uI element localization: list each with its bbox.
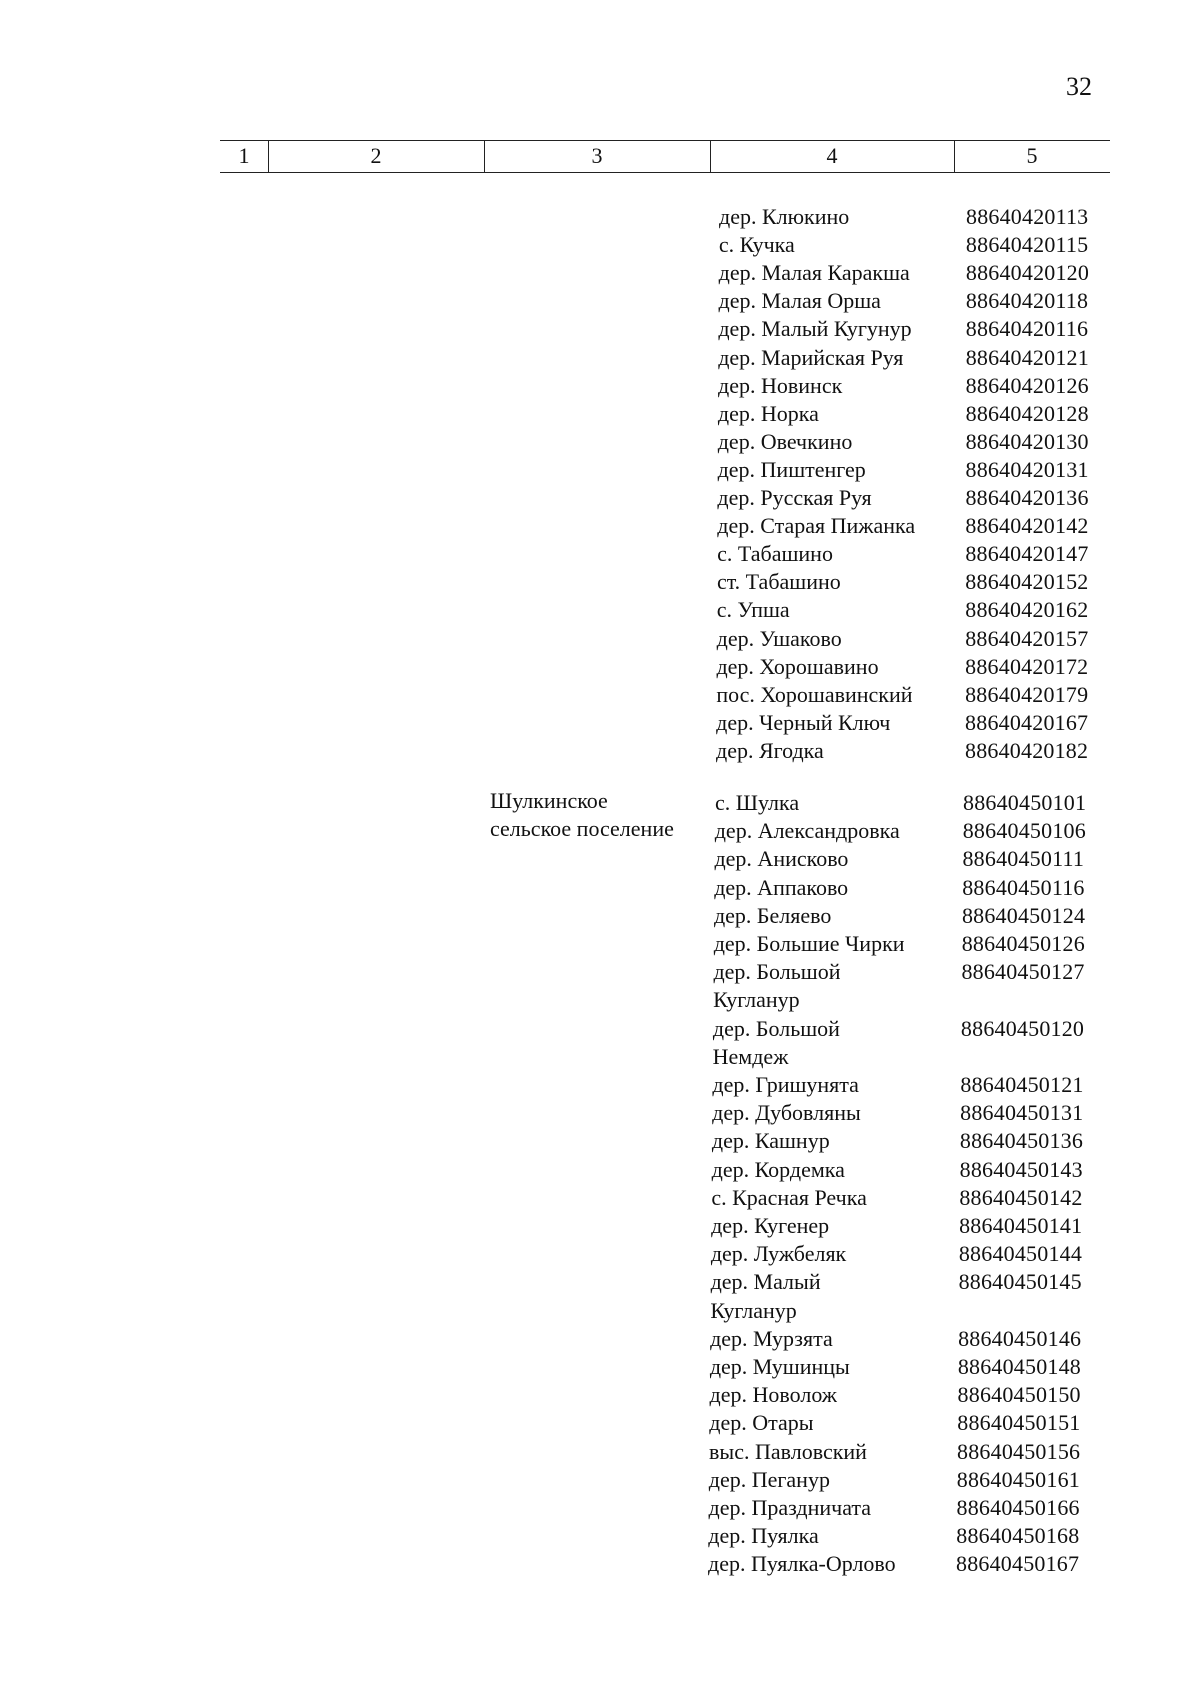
oktmo-code: 88640420128	[965, 400, 1089, 426]
locality-name: пос. Хорошавинский	[716, 681, 913, 707]
table-row	[715, 789, 1103, 817]
locality-name: дер. Малый	[710, 1269, 821, 1295]
oktmo-code: 88640450126	[961, 931, 1085, 956]
locality-name: дер. Кугенер	[711, 1213, 830, 1238]
oktmo-code: 88640420182	[965, 737, 1089, 763]
table-row	[719, 287, 1106, 315]
oktmo-code: 88640450141	[959, 1213, 1083, 1238]
page-number: 32	[1066, 72, 1092, 101]
table-row	[712, 1127, 1100, 1155]
oktmo-code: 88640450148	[957, 1354, 1082, 1379]
oktmo-code: 88640420130	[965, 428, 1089, 454]
oktmo-code: 88640450116	[962, 874, 1085, 900]
oktmo-code: 88640420172	[965, 653, 1089, 679]
locality-name: дер. Александровка	[714, 818, 900, 844]
locality-name: дер. Малая Каракша	[718, 260, 910, 286]
locality-name: дер. Праздничата	[708, 1495, 872, 1520]
table-row	[716, 653, 1105, 681]
table-row	[717, 625, 1106, 653]
oktmo-code: 88640450127	[961, 959, 1085, 985]
header-cell-3: 3	[591, 143, 603, 168]
table-row	[709, 1466, 1097, 1494]
header-cell-2: 2	[370, 143, 382, 168]
table-row	[717, 512, 1105, 540]
oktmo-code: 88640450151	[957, 1410, 1081, 1436]
table-row	[719, 259, 1106, 287]
oktmo-code: 88640450144	[958, 1241, 1083, 1267]
table-row	[710, 1353, 1098, 1381]
table-row	[715, 817, 1103, 845]
header-top-border	[220, 140, 1110, 141]
locality-name: дер. Большой	[712, 1015, 840, 1041]
locality-name: дер. Пуялка	[708, 1523, 819, 1549]
oktmo-code: 88640450136	[959, 1128, 1084, 1154]
table-row	[709, 1494, 1097, 1522]
table-row	[711, 1240, 1099, 1268]
locality-name: дер. Хорошавино	[716, 653, 879, 679]
settlement-name-line: Шулкинское	[490, 788, 608, 813]
oktmo-code: 88640450161	[956, 1466, 1080, 1492]
oktmo-code: 88640450142	[959, 1184, 1083, 1210]
table-row	[710, 1297, 1098, 1325]
table-row	[716, 709, 1105, 737]
oktmo-code: 88640420147	[965, 541, 1089, 567]
table-row	[711, 1268, 1099, 1296]
table-row	[712, 1071, 1100, 1099]
table-row	[718, 315, 1105, 343]
locality-name: дер. Малый Кугунур	[718, 316, 912, 342]
locality-name: дер. Кашнур	[711, 1128, 830, 1154]
locality-name: с. Упша	[716, 597, 790, 623]
oktmo-code: 88640420131	[965, 456, 1089, 482]
oktmo-code: 88640420120	[965, 260, 1090, 286]
table-row	[711, 1184, 1099, 1212]
oktmo-code: 88640420179	[965, 681, 1089, 707]
oktmo-code: 88640420167	[965, 709, 1089, 735]
locality-name: дер. Пуялка-Орлово	[708, 1551, 896, 1577]
table-row	[708, 1550, 1096, 1578]
table-row	[713, 958, 1101, 986]
oktmo-code: 88640450121	[960, 1072, 1084, 1097]
locality-name: дер. Беляево	[713, 902, 832, 928]
header-bottom-border	[220, 172, 1110, 173]
locality-name: с. Красная Речка	[711, 1184, 867, 1210]
oktmo-code: 88640420136	[965, 485, 1089, 510]
locality-name: дер. Черный Ключ	[716, 709, 891, 735]
locality-name: дер. Пеганур	[708, 1466, 830, 1492]
locality-name: дер. Лужбеляк	[710, 1241, 847, 1267]
locality-name: с. Табашино	[717, 541, 833, 567]
table-row	[717, 596, 1105, 624]
table-row	[713, 986, 1101, 1014]
oktmo-code: 88640420118	[965, 288, 1089, 314]
oktmo-code: 88640450101	[963, 790, 1087, 815]
locality-name: дер. Старая Пижанка	[717, 513, 916, 539]
table-row	[710, 1325, 1098, 1353]
table-header-row	[220, 140, 1110, 173]
table-row	[717, 568, 1105, 596]
locality-name: дер. Мурзята	[710, 1325, 833, 1351]
table-row	[712, 1099, 1100, 1127]
locality-name: дер. Овечкино	[717, 428, 853, 454]
locality-name: дер. Новинск	[718, 372, 843, 398]
locality-name: дер. Дубовляны	[712, 1100, 861, 1126]
oktmo-code: 88640450166	[956, 1495, 1080, 1520]
table-row	[718, 344, 1106, 372]
table-row	[718, 428, 1106, 456]
settlement-name-line: сельское поселение	[490, 816, 674, 841]
locality-name: дер. Русская Руя	[717, 485, 872, 510]
oktmo-code: 88640420162	[965, 597, 1089, 623]
locality-name: дер. Аппаково	[714, 874, 849, 900]
locality-name: Немдеж	[712, 1043, 789, 1069]
table-row	[713, 1015, 1101, 1043]
locality-name: выс. Павловский	[709, 1438, 867, 1464]
table-row	[716, 681, 1105, 709]
table-row	[709, 1409, 1097, 1437]
table-row	[714, 874, 1102, 902]
locality-name: дер. Пиштенгер	[717, 456, 866, 482]
oktmo-code: 88640420152	[965, 569, 1089, 595]
oktmo-code: 88640450150	[957, 1382, 1081, 1408]
table-row	[711, 1212, 1099, 1240]
locality-name: дер. Большой	[713, 959, 841, 985]
oktmo-code: 88640420116	[965, 316, 1089, 342]
header-cell-5: 5	[1026, 143, 1038, 168]
oktmo-code: 88640420157	[965, 625, 1089, 651]
table-row	[710, 1381, 1098, 1409]
table-row	[713, 1043, 1101, 1071]
locality-name: дер. Марийская Руя	[718, 344, 904, 370]
oktmo-code: 88640420142	[965, 513, 1089, 539]
locality-name: дер. Новолож	[709, 1382, 837, 1408]
table-row	[709, 1438, 1097, 1466]
table-row	[716, 737, 1105, 765]
header-cell-4: 4	[826, 143, 838, 168]
oktmo-code: 88640420121	[965, 344, 1089, 370]
oktmo-code: 88640450145	[958, 1269, 1082, 1295]
oktmo-code: 88640450106	[962, 818, 1086, 844]
locality-name: Кугланур	[713, 987, 800, 1013]
table-row	[712, 1156, 1100, 1184]
locality-name: с. Кучка	[718, 232, 795, 258]
oktmo-code: 88640450111	[962, 846, 1085, 872]
locality-name: дер. Большие Чирки	[713, 931, 905, 956]
table-row	[708, 1522, 1096, 1550]
locality-name: дер. Ягодка	[716, 737, 824, 763]
locality-name: дер. Кордемка	[711, 1156, 845, 1182]
locality-name: дер. Норка	[717, 400, 819, 426]
locality-name: с. Шулка	[715, 790, 800, 815]
table-row	[719, 203, 1106, 231]
oktmo-code: 88640450143	[959, 1156, 1083, 1182]
locality-name: Кугланур	[710, 1297, 797, 1323]
oktmo-code: 88640450156	[957, 1438, 1081, 1464]
locality-name: дер. Клюкино	[719, 204, 850, 229]
table-row	[717, 484, 1105, 512]
oktmo-code: 88640450146	[958, 1325, 1082, 1351]
table-row	[714, 902, 1102, 930]
locality-name: дер. Анисково	[714, 846, 849, 872]
locality-name: дер. Малая Орша	[718, 288, 881, 314]
locality-name: ст. Табашино	[716, 569, 841, 595]
oktmo-code: 88640420113	[966, 204, 1089, 229]
table-row	[719, 231, 1106, 259]
oktmo-code: 88640450120	[960, 1015, 1085, 1041]
oktmo-code: 88640450168	[956, 1523, 1080, 1549]
locality-name: дер. Мушинцы	[709, 1354, 850, 1379]
oktmo-code: 88640420115	[965, 232, 1089, 258]
settlement-name	[490, 787, 700, 843]
table-row	[714, 930, 1102, 958]
oktmo-code: 88640450167	[956, 1551, 1080, 1577]
oktmo-code: 88640450124	[961, 902, 1086, 928]
oktmo-code: 88640420126	[965, 372, 1089, 398]
locality-name: дер. Гришунята	[712, 1072, 859, 1097]
locality-name: дер. Отары	[709, 1410, 814, 1436]
table-row	[718, 456, 1106, 484]
oktmo-code: 88640450131	[960, 1100, 1084, 1126]
table-row	[718, 372, 1106, 400]
table-row	[717, 540, 1105, 568]
table-row	[714, 845, 1102, 873]
locality-name: дер. Ушаково	[716, 625, 842, 651]
table-row	[718, 400, 1106, 428]
header-cell-1: 1	[238, 143, 250, 168]
